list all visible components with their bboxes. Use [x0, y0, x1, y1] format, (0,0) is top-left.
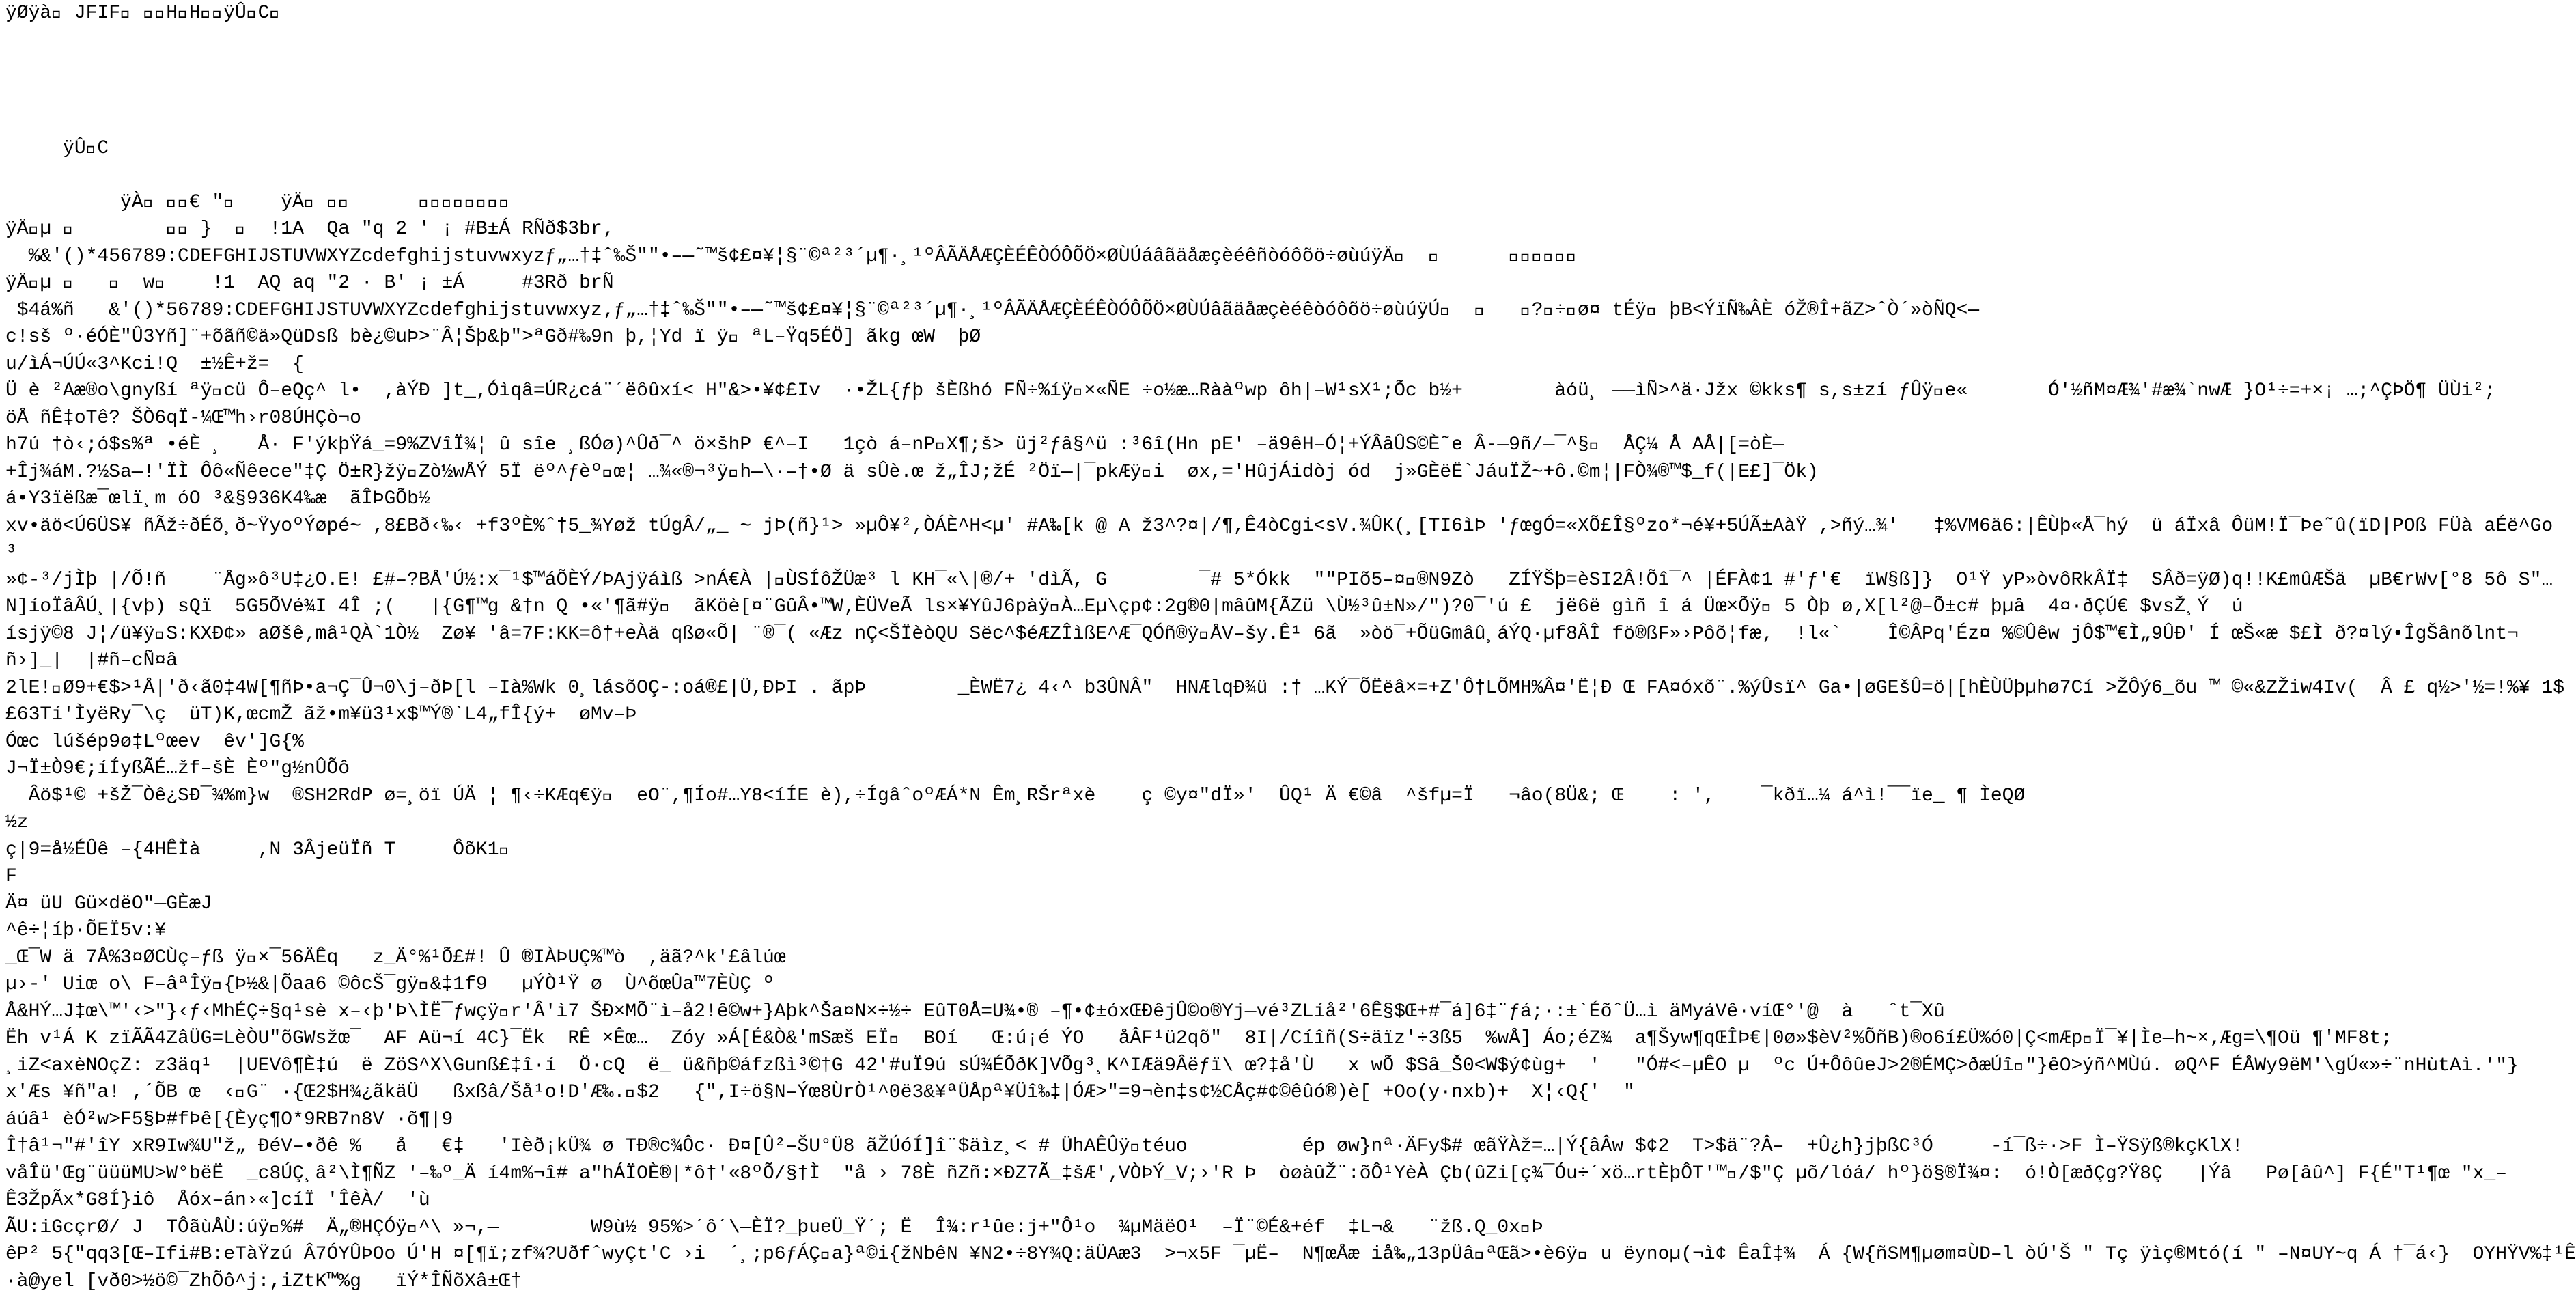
text-line: ísjÿ©8 J¦/ü¥ÿ S:KXÐ¢» aØšê‚mâ¹QÀ`1Ò½ Zø¥ 'â=7F:KK=ô†+eÀä qßø«Õ| ¨®¯( «Æz nÇ<ŠÏèòQU Sëc^$éÆZÎìßE^Æ¯QÓñ®ÿ ÅV–šy.Ê¹ 6ã »òö¯+ÕüGmâû¸áÝQ·µf8ÂÎ fö®ßF»›Pôõ¦fæ‚ !l«` Î©ÂPq'Éz¤ %©Ûêw jÔ$™€Ì„9ÛÐ' Í œŠ«æ $£Ì ð?¤lý•ÎgŠânõlnt¬: [5, 621, 2286, 648]
text-line: [5, 54, 2286, 81]
text-line: Ëh v¹Á K zïÃÃ4ZâÜG=LèÒU"õGWsžœ¯ AF Aü¬í 4C}¯Ëk RÊ ×Êœ… Zóy »Á[É&Ò&'mSæš EÏ  BOí Œ:ú¡é ÝO åÂF¹ü2qõ" 8I|/Cíîñ(S÷äïz'÷3ß5 %wÅ] Áo;éZ¾ a¶Šyw¶qŒÎÞ€|0ø»$èV²%ÕñB)®o6í£Ü%ó0|Ç<mÆp Ï¯¥|Ìe—h~×‚Æg=\¶Oü ¶'MF8t;: [5, 1025, 2286, 1053]
text-line: öÅ ñÊ‡oTê? ŠÒ6qÏ-¼Œ™h›r08ÚHÇò¬o: [5, 405, 2286, 432]
text-line: N]íoÏâÂÚ¸|{vþ) sQï 5G5ÕVé¾I 4Î ;( |{G¶™g &†n Q •«'¶ã#ÿ  ãKöè[¤¨GûÂ•™W‚ÈÜVeÃ ls×¥YûJ6pàÿ À…Eµ\çp¢:2g®0|mâûM{ÃZü \Ù½³û±N»/")?0¯'ú £ jë6ë gìñ î á Üœ×Õÿ  5 Òþ ø‚X[l²@–Õ±c# þµâ 4¤·ðÇÚ€ $vsŽ¸Ý ú: [5, 594, 2286, 621]
text-line: ÿÄ µ     w  !1 AQ aq "2 · B' ¡ ±Á #3Rð brÑ: [5, 270, 2286, 297]
raw-binary-text-dump: [5, 0, 2286, 1294]
text-line: +Îj¾áM.?½Sa—!'ÏÌ Ôô«Ñêece"‡Ç Ö±R}žÿ Zò½wÅÝ 5Ï ëº^ƒèº œ¦ …¾«®¬³ÿ h—\·–†•Ø ä sÛè.œ ž„ÎJ;žÉ ²Öï—|¯pkÆÿ i øx,='HûjÁidòj ód j»GÈëË`JáuÏŽ~+ô.©m¦|FÒ¾®™$_f(|E£]¯Ök): [5, 459, 2286, 486]
text-line: [5, 81, 2286, 109]
text-line: $4á%ñ &'()*56789:CDEFGHIJSTUVWXYZcdefghijstuvwxyz‚ƒ„…†‡ˆ‰Š""•–—˜™š¢£¤¥¦§¨©ª²³´µ¶·¸¹ºÂÃÄÅÆÇÈÉÊÒÓÔÕÖ×ØÙÚâãäåæçèéêòóôõö÷øùúÿÚ     ? ÷ ø¤ tÉÿ  þB<ÝïÑ‰ÂÈ óŽ®Î+ãZ>ˆÒ´»òÑQ<—: [5, 297, 2286, 324]
text-line: ñ›]_| |#ñ–cÑ¤â: [5, 648, 2286, 675]
text-line: ·à@yel [vð0>½ö©¯ZhÕô^j:,iZtK™%g ïÝ*ÎÑõXâ±Œ†: [5, 1268, 2286, 1295]
text-line: [5, 27, 2286, 55]
text-line: ÿØÿà  JFIF    H H  ÿÛ C : [5, 0, 2286, 27]
text-line: ÃU:iGcçrØ/ J TÔãùÅÙ:úÿ %# Ä„®HÇÓÿ ^\ »¬,— W9ù½ 95%>´ô´\—ÈÏ?_þueÜ_Ÿ´; Ë Î¾:r¹ûe:j+"Ô¹o ¾µMäëO¹ –Ï¨©É&+éf ‡L¬& ¨žß.Q_0x Þ: [5, 1214, 2286, 1242]
text-line: ÿÄ µ      }   !1A Qa "q 2 ' ¡ #B±Á RÑð$3br‚: [5, 216, 2286, 243]
text-line: Óœc lúšép9ø‡Lºœev êv']G{%: [5, 729, 2286, 756]
text-line: x'Æs ¥ñ"a! ,´ÕB œ ‹ G¨ ·{Œ2$H¾¿ãkäÜ ßxßâ/Šå¹o!D'Æ‰. $2 {",I÷ö§N–Ýœ8ÙrÒ¹^0ë3&¥ªÜÅpª¥Üî‰‡|ÓÆ>"=9¬èn‡s¢½CÅç#¢©êûó®)è[ +Oo(y·nxb)+ X¦‹Q{' ": [5, 1079, 2286, 1106]
text-line: Ü è ²Aæ®o\gnyßí ªÿ cü Ô–eQç^ l• ,àÝÐ ]t_,Óìqâ=ÚR¿cá¨´ëôûxí< H"&>•¥¢£Iv ·•ŽL{ƒþ šÈßhó FÑ÷%íÿ ×«ÑE ÷o½æ…Rààºwp ôh|–W¹sX¹;Õc b½+ àóü¸ ——ìÑ>^ä·Jžx ©kks¶ s,s±zí ƒÛÿ e« Ó'½ñM¤Æ¾'#æ¾`nwÆ }O¹÷=+×¡ …;^ÇÞÖ¶ ÜÙi²;: [5, 378, 2286, 405]
text-line: ÿÛ C: [5, 135, 2286, 163]
text-line: [5, 108, 2286, 135]
text-line: µ›-' Uiœ o\ F–âªÎÿ {Þ½&|Õaa6 ©ôcŠ¯gÿ &‡1f9 µÝÒ¹Ÿ ø Ù^õœÛa™7ÈÙÇ º: [5, 971, 2286, 999]
text-line: êP² 5{"qq3[Œ–Ifi#B:eTàŸzú Â7ÓYÛÞOo Ú'H ¤[¶ï;zf¾?UðfˆwyÇt'C ›i ´¸;p6ƒÁÇ a}ª©i{žNbêN ¥N2•÷8Y¾Q:äÜAæ3 >¬x5F ¯µË– N¶œÅæ iå‰„13pÜâ ªŒã>•è6ÿ  u ëynoµ(¬ì¢ ÊaÎ‡¾ Á {W{ñSM¶µøm¤ÙD–l òÚ'Š " Tç ÿìç®Mtó(í " –N¤UY~q Á †¯á‹} OYHŸV%‡¹Ê: [5, 1241, 2286, 1268]
text-line: Î†â¹¬"#'îY xR9Iw¾U"ž„ ÐéV–•ðê % å €‡ 'Ièð¡kÜ¾ ø TÐ®c¾Ôc· Ð¤[Û²–ŠU°Ü8 ãŽÚóÍ]î¨$äìz¸< # ÜhAÊÛÿ téuo ép øw}nª·ÄFy$# œãŸÀž=…|Ý{âÂw $¢2 T>$ä¨?Â– +Û¿h}jþßC³Ó -í¯ß÷·>F Ì–ŸSÿß®kçKlX!: [5, 1133, 2286, 1160]
text-line: Å&HÝ…J‡œ\™'‹>"}‹ƒ‹MhÉÇ÷§q¹sè x–‹þ'Þ\ÌË¯ƒwçÿ r'Â'ì7 ŠÐ×MÕ¨ì–å2!ê©w+}Aþk^Ša¤N×÷½÷ EûT0Å=U¾•® –¶•¢±óxŒÐêjÛ©o®Yj—vé³ZLíå²'6Ê§$Œ+#¯á]6‡¨ƒá;·:±`ÉõˆÜ…ì äMyáVê·víŒ°'@ à ˆt¯Xû: [5, 999, 2286, 1026]
text-line: Ä¤ üU Gü×dëO"—GÈæJ: [5, 891, 2286, 918]
text-line: £63Tí'ÌyëRy¯\ç üT)K,œcmŽ ãž•m¥ü3¹x$™Ý®`L4„fÎ{ý+ øMv–Þ: [5, 701, 2286, 729]
text-line: á•Y3ïëßæ¯œlï¸m óO ³&§936K4‰æ ãÎÞGÕb½: [5, 486, 2286, 513]
text-line: J¬Ï±Ò9€;íÍyßÃÉ…žf–šÈ Èº"g½nÛÕô: [5, 755, 2286, 783]
text-line: áúâ¹ èÓ²w>F5§Þ#fÞê[{Èyç¶O*9RB7n8V ·õ¶|9: [5, 1106, 2286, 1134]
text-line: ½z: [5, 809, 2286, 837]
text-line: 2lE! Ø9+€$>¹Å|'ð‹ã0‡4W[¶ñÞ•a¬Ç¯Û¬0\j–ðÞ[l –Ià%Wk 0¸lásõOÇ-:oá®£|Ü,ÐÞI . ãpÞ _ÈWË7¿ 4‹^ b3ÛNÂ" HNÆlqÐ¾ü :† …KÝ¯ÕËëâ×=+Z'Ô†LÕMH%Â¤'Ë¦Ð Œ FA¤óxõ¨.%ýÛsï^ Ga•|øGEšÛ=ö|[hÈÙÜþµhø7Cí >ŽÔý6_õu ™ ©«&ZŽiw4Iv( Â £ q½>'½=!%¥ 1$: [5, 675, 2286, 702]
text-line: F: [5, 863, 2286, 891]
text-line: våÎü'Œg¨üüüMU>W°bëË _c8ÚÇ¸â²\Ì¶ÑZ '–‰º_Ä í4m%¬î# a"hÁÏOÈ®|*ô†'«8ºÕ/§†Ì "å › 78È ñZñ:×ÐZ7Ã_‡šÆ'‚VÒÞÝ_V;›'R Þ òøàûŽ¨:õÔ¹YèÀ Çb(ûZi[ç¾¯Óu÷´xö…rtÈþÔT'™ /$"Ç µõ/lóá/ hº}ö§®Ï¾¤: ó!Ò[æðÇg?Ÿ8Ç |Ýâ Pø[âû^] F{É"T¹¶œ "x_–: [5, 1160, 2286, 1188]
text-line: [5, 162, 2286, 189]
text-line: u/ìÁ¬ÚÚ«3^Kci!Q ±½Ê+ž= {: [5, 351, 2286, 378]
text-line: ÿÀ    € "  ÿÄ             : [5, 189, 2286, 217]
text-line: ³: [5, 540, 2286, 567]
text-line: _Œ¯W ä 7Å%3¤ØCÙç–ƒß ÿ ×¯56ÄÊq z_Ä°%¹Õ£#! Û ®IÀÞUÇ%™ò ,äã?^k'£âlúœ: [5, 945, 2286, 972]
text-line: ¸iZ<axèNOçZ: z3äq¹ |UEVô¶È‡ú ë ZöS^X\Gunß£‡î·í Ö·cQ ë_ ü&ñþ©áfzßì³©†G 42'#uÏ9ú sÚ¾ÉÕðK]VÕg³¸K^IÆä9Âëƒï\ œ?‡å'Ù x wÕ $Sâ_Š0<W$ý¢ùg+ ' "Ó#<–µÊO µ ºc Ú+ÔôûeJ>2®ÉMÇ>ðæÚî "}êO>ýñ^MÙú. øQ^F ÉÅWy9ëM'\gÚ«»÷¨nHùtAì.'"}: [5, 1053, 2286, 1080]
text-line: c!sš º·éÓÈ"Û3Yñ]¨+õãñ©ä»QüDsß bè¿©uÞ>¨Â¦Šþ&þ">ªGð#‰9n þ,¦Yd ï ÿ  ªL–Ÿq5ÉÖ] ãkg œW þØ: [5, 324, 2286, 351]
text-line: %&'()*456789:CDEFGHIJSTUVWXYZcdefghijstuvwxyzƒ„…†‡ˆ‰Š""•–—˜™š¢£¤¥¦§¨©ª²³´µ¶·¸¹ºÂÃÄÅÆÇÈÉÊÒÓÔÕÖ×ØÙÚáâãäåæçèéêñòóôõö÷øùúÿÄ          : [5, 243, 2286, 270]
text-line: Âö$¹© +šŽ¯Òê¿SÐ¯¾%m}w ®SH2RdP ø=¸öï ÚÄ ¦ ¶‹÷KÆq€ÿ  eO¨,¶Ío#…Y8<íÍE è),÷ÍgâˆoºÆÁ*N Êm¸RŠrªxè ç ©y¤"dÏ»' ÛQ¹ Ä €©â ^šfµ=Ï ¬âo(8Ü&; Œ : ', ¯kðï…¼ á^ì!¯¯ïe_ ¶ ÌeQØ: [5, 783, 2286, 810]
text-line: ç|9=å½ÉÛê –{4HÊÌà ,N 3ÂjeüÏñ T ÔõK1 : [5, 837, 2286, 864]
text-line: »¢-³/jÌþ |/Õ!ñ ¨Åg»ô³U‡¿O.E! £#–?BÅ'Ú½:x¯¹$™áÕÈÝ/ÞAjÿáìß >nÁ€À | ÙSÍôŽÜæ³ l KH¯«\|®/+ 'dìÃ, G ¯# 5*Ókk ""PIõ5–¤ ®N9Zò ZÍŸŠþ=èSI2Â!Õî¯^ |ÉFÀ¢1 #'ƒ'€ ïW§ß]} O¹Ÿ yP»òvôRkÂÏ‡ SÂð=ÿØ)q!!K£mûÆŠä µB€rWv[°8 5ô S"…: [5, 567, 2286, 594]
text-line: Ê3ŽpÃx*G8Í}iô Åóx–án›«]cíÏ 'ÎêÀ/ 'ù: [5, 1187, 2286, 1214]
text-line: xv•äö<Ú6ÜS¥ ñÃž÷ðÉõ¸ð~ŸyoºÝøpé~ ,8£Bð‹‰‹ +f3ºÈ%ˆ†5_¾Yøž tÚgÂ/„_ ~ jÞ(ñ}¹> »µÔ¥²,ÒÁÈ^H<µ' #A‰[k @ A ž3^?¤|/¶,Ê4òCgi<sV.¾ÛK(¸[TI6ìÞ 'ƒœgÓ=«XÕ£Î§ºzo*¬é¥+5ÚÃ±AàŸ ,>ñý…¾' ‡%VM6ä6:|ÊÙþ«Å¯hý ü áÏxâ ÔüM!Ï¯Þe˜û(ïD|POß FÜà aÉë^Go: [5, 513, 2286, 540]
text-line: h7ú †ò‹;ó$s%ª •éÈ ¸ Å· F'ýkþŸá_=9%ZVîÏ¾¦ û sîe ¸ßÓø)^Ûð¯^ ö×šhP €^–I 1çò á–nP X¶;š> üj²ƒâ§^ü :³6î(Hn pE' –ä9êH–Ó¦+ÝÂâÛS©È˜e Â-—9ñ/—¯^§  ÅÇ¼ Å AÅ|[=òÈ—: [5, 432, 2286, 459]
text-line: ^ê÷¦íþ·ÕEÏ5v:¥: [5, 917, 2286, 945]
